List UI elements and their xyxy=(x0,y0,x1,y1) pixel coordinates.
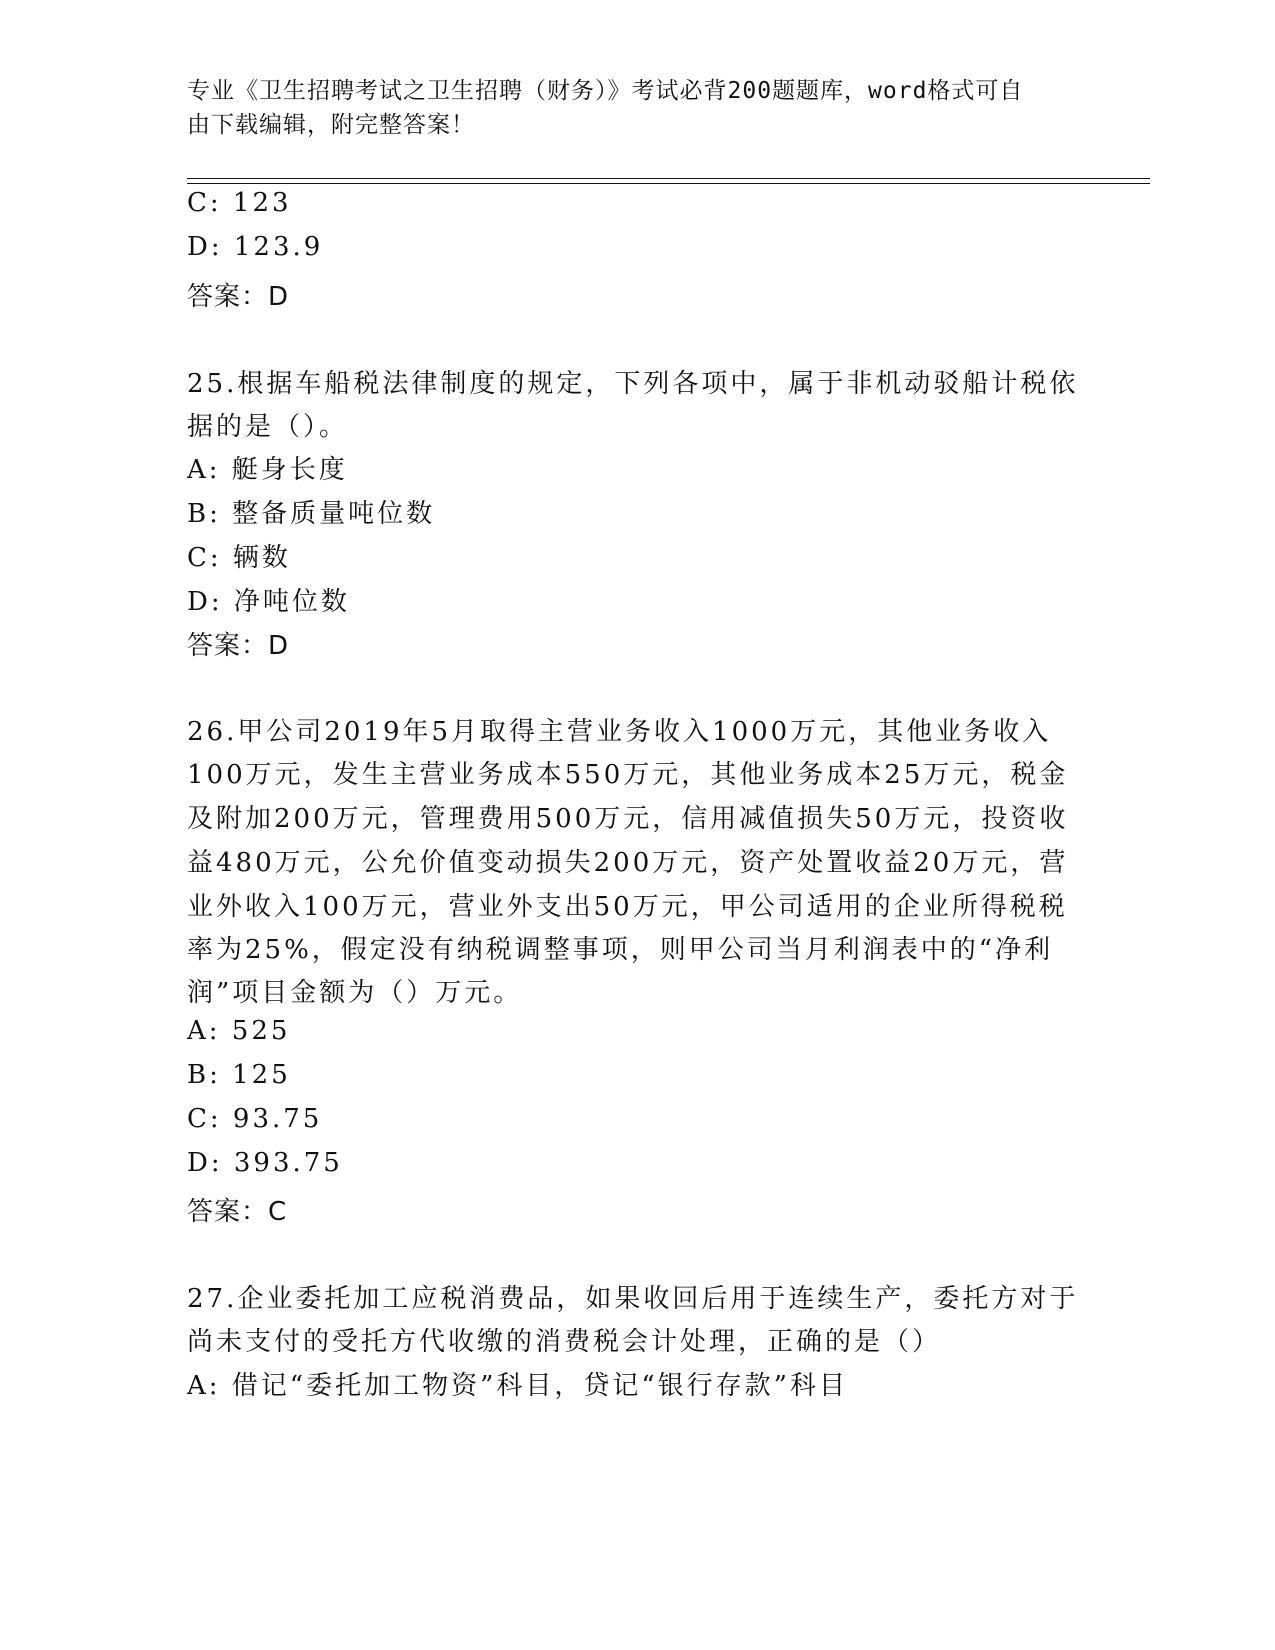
q25-option-a: A: 艇身长度 xyxy=(187,455,348,485)
q26-answer: 答案：C xyxy=(187,1197,288,1227)
header-divider-bottom xyxy=(187,183,1150,184)
q26-stem-line-7: 润”项目金额为（）万元。 xyxy=(187,978,523,1008)
q26-stem-line-1: 26.甲公司2019年5月取得主营业务收入1000万元，其他业务收入 xyxy=(187,717,1052,747)
q26-stem-line-5: 业外收入100万元，营业外支出50万元，甲公司适用的企业所得税税 xyxy=(187,892,1068,922)
q26-stem-line-6: 率为25%，假定没有纳税调整事项，则甲公司当月利润表中的“净利 xyxy=(187,935,1054,965)
q25-stem-line-2: 据的是（）。 xyxy=(187,412,349,442)
header-line-1: 专业《卫生招聘考试之卫生招聘（财务）》考试必背200题题库，word格式可自 xyxy=(187,78,1024,104)
prev-answer: 答案：D xyxy=(187,282,290,312)
q26-stem-line-2: 100万元，发生主营业务成本550万元，其他业务成本25万元，税金 xyxy=(187,760,1069,790)
q26-stem-line-3: 及附加200万元，管理费用500万元，信用减值损失50万元，投资收 xyxy=(187,804,1069,834)
header-divider-top xyxy=(187,178,1150,179)
q25-answer: 答案：D xyxy=(187,631,290,661)
q26-option-d: D: 393.75 xyxy=(187,1148,343,1178)
q25-stem-line-1: 25.根据车船税法律制度的规定，下列各项中，属于非机动驳船计税依 xyxy=(187,369,1079,399)
q26-option-b: B: 125 xyxy=(187,1060,291,1090)
prev-option-c: C: 123 xyxy=(187,188,292,218)
q26-stem-line-4: 益480万元，公允价值变动损失200万元，资产处置收益20万元，营 xyxy=(187,848,1069,878)
prev-option-d: D: 123.9 xyxy=(187,232,324,262)
q27-stem-line-2: 尚未支付的受托方代收缴的消费税会计处理，正确的是（） xyxy=(187,1327,942,1357)
q27-option-a: A: 借记“委托加工物资”科目，贷记“银行存款”科目 xyxy=(187,1371,848,1401)
q25-option-c: C: 辆数 xyxy=(187,543,291,573)
q26-option-c: C: 93.75 xyxy=(187,1104,323,1134)
q25-option-d: D: 净吨位数 xyxy=(187,587,350,617)
q25-option-b: B: 整备质量吨位数 xyxy=(187,499,436,529)
page-header xyxy=(187,74,1087,142)
header-line-2: 由下载编辑，附完整答案！ xyxy=(187,112,475,138)
q26-option-a: A: 525 xyxy=(187,1016,291,1046)
q27-stem-line-1: 27.企业委托加工应税消费品，如果收回后用于连续生产，委托方对于 xyxy=(187,1284,1079,1314)
